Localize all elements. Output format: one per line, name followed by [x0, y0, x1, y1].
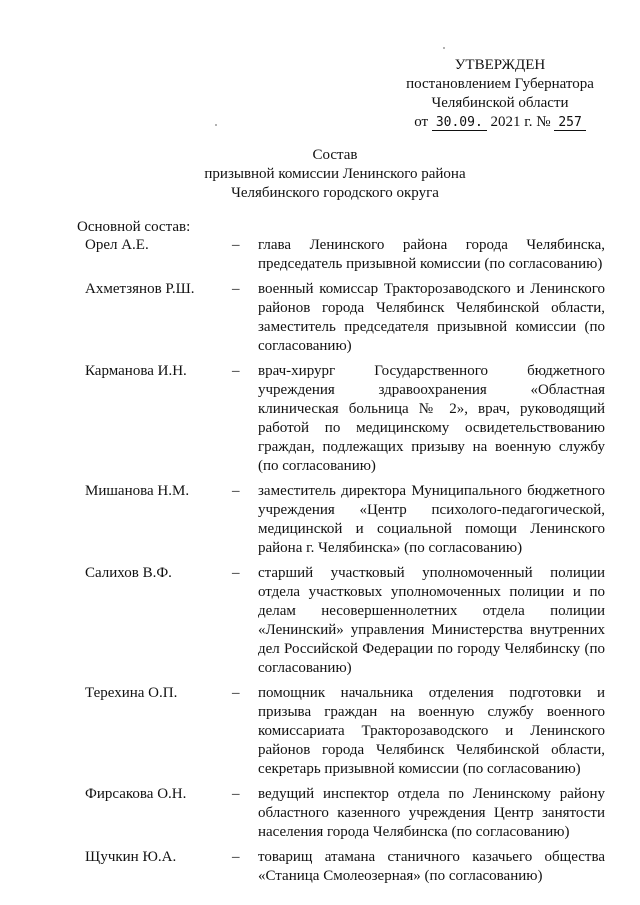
approval-year: 2021 г. № [490, 114, 551, 130]
member-name: Терехина О.П. [85, 685, 178, 701]
member-role: ведущий инспектор отдела по Ленинскому району областного казенного учреждения Центр занятости населения города Челябинска (по согласованию) [258, 786, 605, 840]
member-dash: – [232, 685, 240, 701]
approval-prefix: от [414, 114, 429, 130]
member-row [85, 236, 605, 274]
approval-line-1: постановлением Губернатора [406, 76, 594, 92]
member-row [85, 684, 605, 779]
member-list [85, 236, 605, 892]
title-line-1: Состав [312, 147, 358, 163]
scan-speck [443, 47, 445, 49]
member-dash: – [232, 281, 240, 297]
approval-date-line [390, 113, 610, 132]
member-row [85, 785, 605, 842]
member-row [85, 280, 605, 356]
document-title [150, 146, 520, 203]
member-dash: – [232, 565, 240, 581]
member-role: старший участковый уполномоченный полиции отдела участковых уполномоченных полиции и по делам несовершеннолетних отдела полиции «Ленинский» управления Министерства внутренних дел Российской Федерации по городу Челябинску (по согласованию) [258, 565, 605, 676]
member-dash: – [232, 483, 240, 499]
member-name: Орел А.Е. [85, 237, 149, 253]
member-role: глава Ленинского района города Челябинска, председатель призывной комиссии (по согласованию) [258, 237, 605, 272]
approval-heading: УТВЕРЖДЕН [454, 57, 546, 73]
member-row [85, 848, 605, 886]
member-role: товарищ атамана станичного казачьего общества «Станица Смолеозерная» (по согласованию) [258, 849, 605, 884]
member-dash: – [232, 237, 240, 253]
member-dash: – [232, 849, 240, 865]
member-name: Мишанова Н.М. [85, 483, 190, 499]
member-name: Салихов В.Ф. [85, 565, 172, 581]
member-row [85, 362, 605, 476]
approval-date: 30.09. [432, 115, 487, 131]
approval-stamp [390, 56, 610, 132]
member-role: врач-хирург Государственного бюджетного учреждения здравоохранения «Областная клиническая больница № 2», врач, руководящий работой по медицинскому освидетельствованию граждан, подлежащих призыву на военную службу (по согласованию) [258, 363, 605, 474]
scan-speck [215, 124, 217, 126]
member-role: заместитель директора Муниципального бюджетного учреждения «Центр психолого-педагогической, медицинской и социальной помощи Ленинского района г. Челябинска» (по согласованию) [258, 483, 605, 556]
member-name: Карманова И.Н. [85, 363, 187, 379]
member-name: Ахметзянов Р.Ш. [85, 281, 195, 297]
member-name: Фирсакова О.Н. [85, 786, 187, 802]
member-row [85, 564, 605, 678]
member-role: помощник начальника отделения подготовки и призыва граждан на военную службу военного комиссариата Тракторозаводского и Ленинского районов города Челябинск Челябинской области, секретарь призывной комиссии (по согласованию) [258, 685, 605, 777]
title-line-3: Челябинского городского округа [231, 185, 439, 201]
approval-number: 257 [554, 115, 585, 131]
member-name: Щучкин Ю.А. [85, 849, 177, 865]
section-heading: Основной состав: [77, 219, 191, 235]
title-line-2: призывной комиссии Ленинского района [204, 166, 466, 182]
member-role: военный комиссар Тракторозаводского и Ленинского районов города Челябинск Челябинской области, заместитель председателя призывной комиссии (по согласованию) [258, 281, 605, 354]
member-dash: – [232, 786, 240, 802]
approval-line-2: Челябинской области [431, 95, 569, 111]
member-dash: – [232, 363, 240, 379]
member-row [85, 482, 605, 558]
